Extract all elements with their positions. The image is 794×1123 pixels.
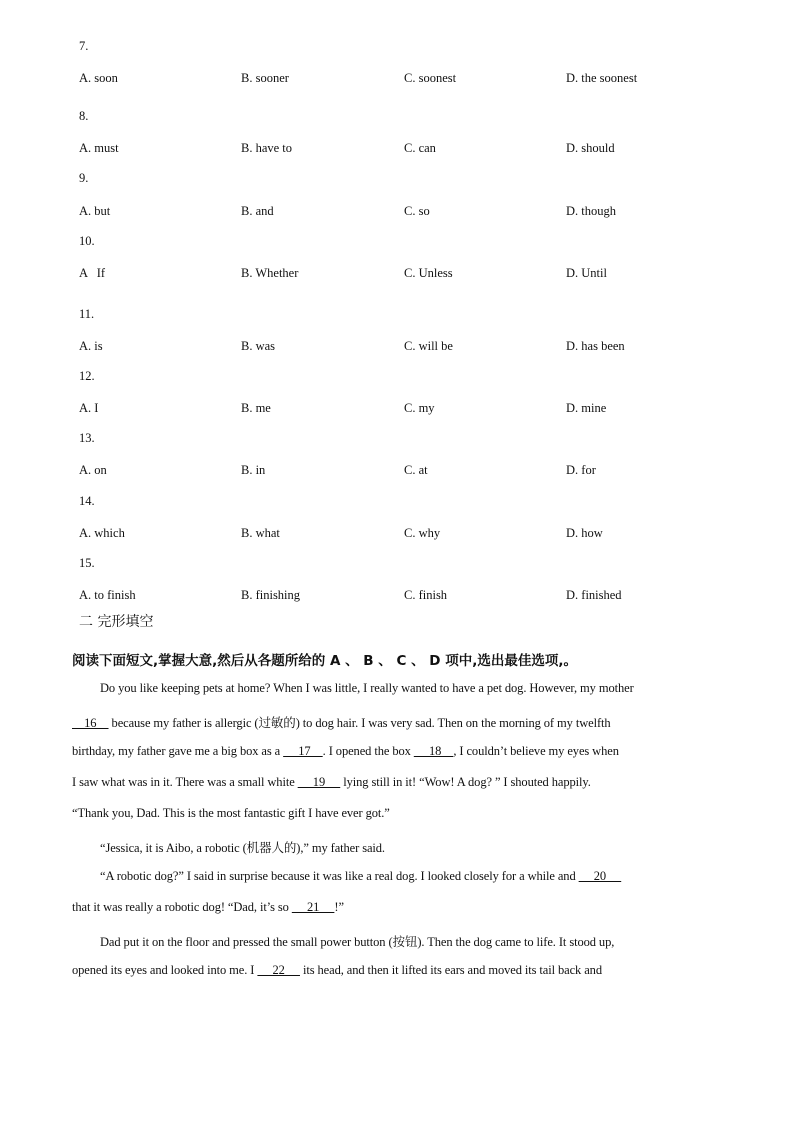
- passage-text: lying still in it! “Wow! A dog? ” I shouted happily.: [340, 775, 591, 789]
- option-7-b: B. sooner: [241, 71, 289, 85]
- passage-line-4: [72, 775, 591, 790]
- option-9-a: A. but: [79, 204, 111, 218]
- option-11-c: C. will be: [404, 339, 453, 353]
- option-13-b: B. in: [241, 463, 266, 477]
- option-12-d: D. mine: [566, 401, 607, 415]
- option-9-d: D. though: [566, 204, 616, 218]
- option-14-b: B. what: [241, 526, 280, 540]
- question-number-7: 7.: [79, 39, 89, 53]
- option-12-b: B. me: [241, 401, 271, 415]
- passage-text: birthday, my father gave me a big box as a: [72, 744, 284, 758]
- passage-line-9: Dad put it on the floor and pressed the small power button (按钮). Then the dog came to life. It stood up,: [100, 935, 615, 949]
- option-11-a: A. is: [79, 339, 103, 353]
- option-10-a: A If: [79, 266, 106, 280]
- blank-21[interactable]: 21: [291, 900, 335, 914]
- blank-16[interactable]: 16: [72, 716, 109, 730]
- option-10-d: D. Until: [566, 266, 607, 280]
- passage-text: . I opened the box: [322, 744, 414, 758]
- option-13-c: C. at: [404, 463, 428, 477]
- passage-text: !”: [334, 900, 344, 914]
- passage-line-2: [72, 713, 611, 731]
- option-8-d: D. should: [566, 141, 615, 155]
- passage-line-7: [100, 869, 621, 884]
- question-number-8: 8.: [79, 109, 89, 123]
- passage-text: opened its eyes and looked into me. I: [72, 963, 258, 977]
- question-number-13: 13.: [79, 431, 95, 445]
- passage-text: I saw what was in it. There was a small white: [72, 775, 298, 789]
- blank-19[interactable]: 19: [297, 775, 341, 789]
- option-14-c: C. why: [404, 526, 441, 540]
- section-instruction: 阅读下面短文,掌握大意,然后从各题所给的 A 、 B 、 C 、 D 项中,选出最佳选项,。: [72, 653, 577, 669]
- option-14-a: A. which: [79, 526, 125, 540]
- passage-text: “A robotic dog?” I said in surprise because it was like a real dog. I looked closely for a while and: [100, 869, 579, 883]
- passage-line-3: [72, 744, 619, 759]
- option-10-c: C. Unless: [404, 266, 453, 280]
- blank-18[interactable]: 18: [413, 744, 454, 758]
- passage-line-1: Do you like keeping pets at home? When I was little, I really wanted to have a pet dog. However, my mother: [100, 681, 634, 695]
- option-7-a: A. soon: [79, 71, 118, 85]
- option-7-d: D. the soonest: [566, 71, 638, 85]
- question-number-14: 14.: [79, 494, 95, 508]
- option-8-c: C. can: [404, 141, 436, 155]
- option-11-b: B. was: [241, 339, 276, 353]
- option-15-d: D. finished: [566, 588, 622, 602]
- passage-text: , I couldn’t believe my eyes when: [453, 744, 619, 758]
- question-number-10: 10.: [79, 234, 95, 248]
- option-13-a: A. on: [79, 463, 107, 477]
- question-number-12: 12.: [79, 369, 95, 383]
- question-number-15: 15.: [79, 556, 95, 570]
- option-9-b: B. and: [241, 204, 274, 218]
- option-11-d: D. has been: [566, 339, 625, 353]
- option-10-b: B. Whether: [241, 266, 299, 280]
- section-title: 二 完形填空: [79, 614, 154, 630]
- option-13-d: D. for: [566, 463, 596, 477]
- option-12-c: C. my: [404, 401, 435, 415]
- option-14-d: D. how: [566, 526, 603, 540]
- passage-line-6: “Jessica, it is Aibo, a robotic (机器人的),” my father said.: [100, 841, 385, 855]
- question-number-9: 9.: [79, 171, 89, 185]
- passage-line-8: [72, 900, 344, 915]
- passage-line-10: [72, 963, 602, 978]
- option-15-c: C. finish: [404, 588, 448, 602]
- passage-text: its head, and then it lifted its ears and moved its tail back and: [299, 963, 602, 977]
- question-number-11: 11.: [79, 307, 95, 321]
- option-12-a: A. I: [79, 401, 99, 415]
- blank-20[interactable]: 20: [578, 869, 622, 883]
- option-15-b: B. finishing: [241, 588, 301, 602]
- option-9-c: C. so: [404, 204, 430, 218]
- blank-17[interactable]: 17: [283, 744, 323, 758]
- option-15-a: A. to finish: [79, 588, 136, 602]
- passage-text: because my father is allergic (过敏的) to dog hair. I was very sad. Then on the morning of my twelfth: [108, 716, 611, 730]
- passage-text: that it was really a robotic dog! “Dad, it’s so: [72, 900, 292, 914]
- option-8-a: A. must: [79, 141, 119, 155]
- passage-line-5: “Thank you, Dad. This is the most fantastic gift I have ever got.”: [72, 806, 390, 820]
- option-8-b: B. have to: [241, 141, 293, 155]
- blank-22[interactable]: 22: [257, 963, 300, 977]
- option-7-c: C. soonest: [404, 71, 457, 85]
